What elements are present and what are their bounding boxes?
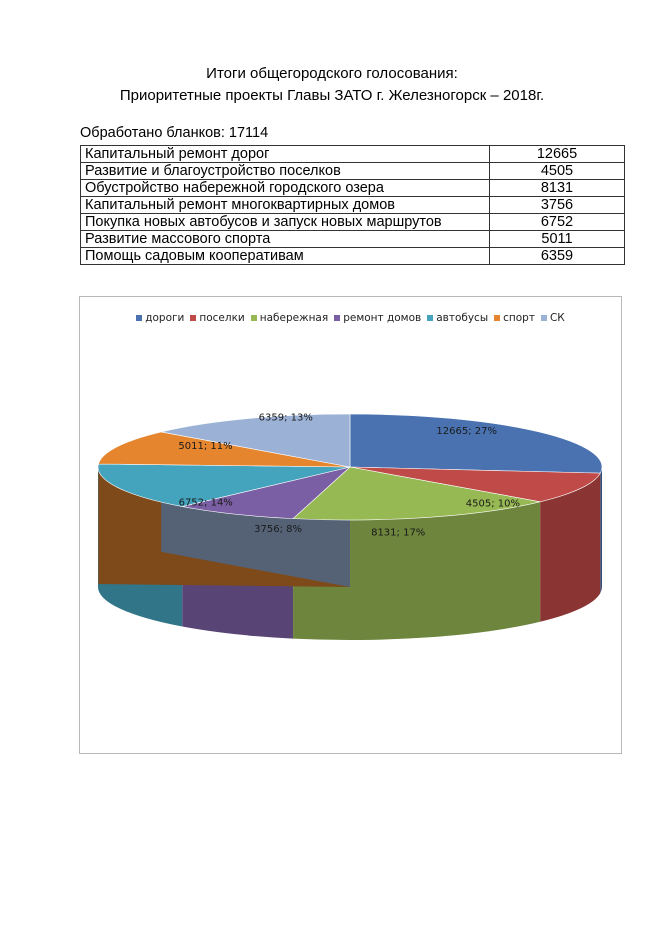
- pie-chart: [79, 296, 622, 754]
- pie-chart-svg: [80, 297, 621, 753]
- legend-label: ремонт домов: [343, 312, 422, 324]
- vote-count: 4505: [490, 163, 625, 180]
- table-row: [81, 197, 625, 214]
- legend-label: спорт: [503, 312, 535, 324]
- data-label: 12665; 27%: [436, 425, 497, 437]
- data-label: 8131; 17%: [371, 527, 426, 539]
- table-row: [81, 180, 625, 197]
- vote-count: 5011: [490, 231, 625, 248]
- table-row: [81, 214, 625, 231]
- project-name: Покупка новых автобусов и запуск новых маршрутов: [81, 214, 490, 231]
- vote-count: 6359: [490, 248, 625, 265]
- legend-label: СК: [549, 312, 565, 324]
- pie-slice: [350, 414, 602, 473]
- pie-slice-side: [600, 467, 602, 593]
- table-row: [81, 146, 625, 163]
- table-row: [81, 248, 625, 265]
- legend-label: поселки: [199, 312, 245, 324]
- legend-label: дороги: [145, 312, 185, 324]
- legend-label: набережная: [259, 312, 329, 324]
- project-name: Помощь садовым кооперативам: [81, 248, 490, 265]
- legend-label: автобусы: [436, 312, 489, 324]
- data-label: 6359; 13%: [258, 412, 313, 424]
- data-label: 5011; 11%: [178, 440, 233, 452]
- vote-count: 6752: [490, 214, 625, 231]
- project-name: Обустройство набережной городского озера: [81, 180, 490, 197]
- table-row: [81, 231, 625, 248]
- project-name: Развитие массового спорта: [81, 231, 490, 248]
- processed-forms-count: Обработано бланков: 17114: [80, 125, 269, 141]
- results-table: [80, 145, 625, 265]
- project-name: Развитие и благоустройство поселков: [81, 163, 490, 180]
- project-name: Капитальный ремонт дорог: [81, 146, 490, 163]
- document-title-line-1: Итоги общегородского голосования:: [206, 65, 458, 82]
- data-label: 4505; 10%: [465, 498, 521, 510]
- project-name: Капитальный ремонт многоквартирных домов: [81, 197, 490, 214]
- table-row: [81, 163, 625, 180]
- vote-count: 8131: [490, 180, 625, 197]
- document-title-line-2: Приоритетные проекты Главы ЗАТО г. Железногорск – 2018г.: [119, 87, 545, 104]
- data-label: 3756; 8%: [254, 524, 303, 536]
- vote-count: 12665: [490, 146, 625, 163]
- data-label: 6752; 14%: [178, 497, 233, 509]
- vote-count: 3756: [490, 197, 625, 214]
